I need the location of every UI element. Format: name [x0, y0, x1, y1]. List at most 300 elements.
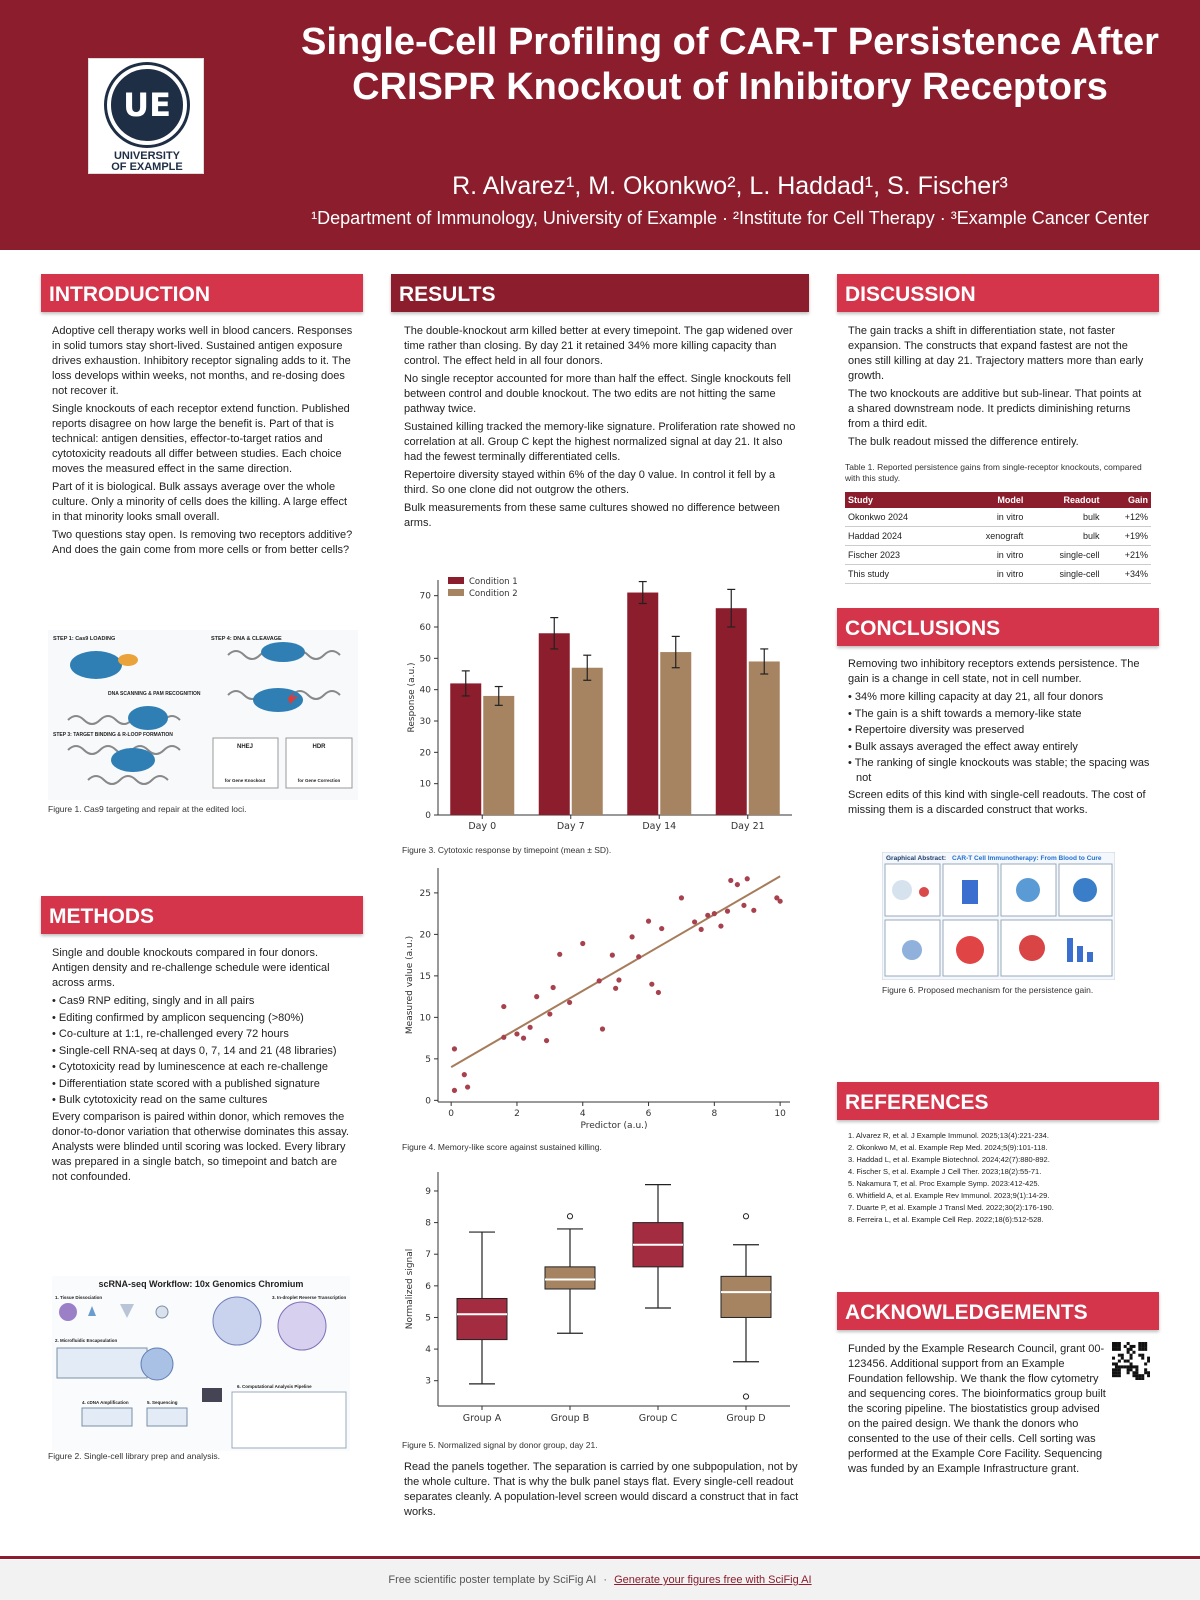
- scatter-point: [580, 941, 585, 946]
- qr-module: [1115, 1342, 1118, 1345]
- university-logo: [88, 58, 204, 174]
- persistence-gain-table: [845, 492, 1151, 584]
- methods-closing: Every comparison is paired within donor, which removes the donor-to-donor variation that otherwise dominates this assay. Analysts were blinded until scoring was locked. Every library was prepared in a single batch, so timepoint and batch are not confounded.: [52, 1110, 349, 1183]
- scatter-point: [679, 895, 684, 900]
- intro-paragraph: Single knockouts of each receptor extend function. Published reports disagree on how large the benefit is. Part of that is technical: antigen densities, effector-to-target ratios and cytotoxicity readouts all differ between studies. Each choice moves the measured effect in the same direction.: [52, 403, 350, 475]
- qr-module: [1147, 1371, 1150, 1374]
- x-tick-label: Group D: [726, 1413, 766, 1424]
- scatter-point: [741, 903, 746, 908]
- bar: [539, 633, 570, 815]
- reference-item: 8. Ferreira L, et al. Example Cell Rep. 2022;18(6):512-528.: [848, 1215, 1044, 1224]
- scatter-point: [465, 1084, 470, 1089]
- guide-rna-icon: [118, 654, 138, 666]
- x-tick-label: 8: [711, 1109, 718, 1119]
- methods-list: [52, 994, 354, 1108]
- qr-module: [1112, 1342, 1115, 1345]
- bar-icon: [1087, 952, 1093, 962]
- x-tick-label: Group C: [638, 1413, 678, 1424]
- legend-swatch: [448, 589, 464, 596]
- methods-bullet: • Single-cell RNA-seq at days 0, 7, 14 and 21 (48 libraries): [52, 1044, 354, 1059]
- y-tick-label: 0: [425, 1096, 431, 1107]
- scatter-point: [597, 978, 602, 983]
- scatter-point: [547, 1011, 552, 1016]
- cas9-rloop-icon: [111, 748, 155, 772]
- figure3-caption: Figure 3. Cytotoxic response by timepoint (mean ± SD).: [402, 845, 612, 855]
- qr-module: [1121, 1357, 1124, 1360]
- x-tick-label: 4: [579, 1109, 586, 1119]
- nhej-outcome-label: for Gene Knockout: [224, 778, 266, 783]
- qr-module: [1141, 1348, 1144, 1351]
- table-row: [845, 508, 1151, 527]
- table-row: [845, 527, 1151, 546]
- table-cell: +34%: [1103, 565, 1152, 584]
- figure6-graphical-abstract: [882, 852, 1115, 980]
- conclusions-bullet: • 34% more killing capacity at day 21, all four donors: [848, 690, 1153, 705]
- figure4-scatter-chart: [400, 862, 800, 1130]
- references-list: [848, 1130, 1153, 1226]
- y-tick-label: 7: [425, 1250, 431, 1261]
- qr-module: [1124, 1360, 1127, 1363]
- results-paragraph: No single receptor accounted for more than half the effect. Single knockouts fell between control and double knockout. The two edits are not hitting the same pathway twice.: [404, 373, 791, 415]
- computer-icon: [202, 1388, 222, 1402]
- qr-module: [1127, 1348, 1130, 1351]
- qr-module: [1135, 1368, 1138, 1371]
- figure2-scrnaseq-workflow: [52, 1276, 350, 1451]
- scatter-point: [528, 1025, 533, 1030]
- legend-label: Condition 2: [469, 589, 518, 599]
- conclusions-bullet: • The gain is a shift towards a memory-like state: [848, 707, 1153, 722]
- poster-title: Single-Cell Profiling of CAR-T Persistence After CRISPR Knockout of Inhibitory Receptors: [301, 21, 1159, 108]
- x-axis-label: Predictor (a.u.): [580, 1121, 648, 1130]
- acknowledgements-text: Funded by the Example Research Council, grant 00-123456. Additional support from an Example Foundation fellowship. We thank the flow cytometry and sequencing cores. The bioinformatics group built the scoring pipeline. The biostatistics group advised on the paired design. We thank the donors who consented to the use of their cells. Cell sorting was performed at the Example Core Facility. Sequencing was funded by an Example Infrastructure grant.: [848, 1343, 1106, 1475]
- chip-icon: [57, 1348, 147, 1378]
- qr-module: [1112, 1371, 1115, 1374]
- reference-item: 1. Alvarez R, et al. J Example Immunol. 2025;13(4):221-234.: [848, 1131, 1049, 1140]
- qr-module: [1138, 1345, 1141, 1348]
- cas9-target-icon: [261, 642, 305, 662]
- conclusions-bullet: • The ranking of single knockouts was stable; the spacing was not: [848, 756, 1153, 786]
- reference-item: 5. Nakamura T, et al. Proc Example Symp. 2023:412-425.: [848, 1179, 1040, 1188]
- logo-initials: UE: [107, 65, 187, 145]
- x-tick-label: 2: [514, 1109, 520, 1119]
- x-tick-label: 6: [645, 1109, 652, 1119]
- killing-icon: [1019, 935, 1045, 961]
- bar: [450, 683, 481, 815]
- bead-icon: [278, 1302, 326, 1350]
- qr-module: [1118, 1368, 1121, 1371]
- intro-paragraph: Part of it is biological. Bulk assays average over the whole culture. Only a minority of cells does the killing. A large effect in that minority looks small overall.: [52, 481, 348, 523]
- scatter-point: [725, 909, 730, 914]
- tissue-icon: [59, 1303, 77, 1321]
- table-cell: bulk: [1026, 527, 1102, 546]
- qr-module: [1115, 1371, 1118, 1374]
- footer-link[interactable]: Generate your figures free with SciFig AI: [614, 1574, 812, 1586]
- introduction-text: [52, 324, 354, 561]
- qr-module: [1141, 1342, 1144, 1345]
- scatter-point: [521, 1036, 526, 1041]
- x-tick-label: Day 21: [730, 821, 765, 832]
- qr-module: [1118, 1360, 1121, 1363]
- sequencer-icon: [147, 1408, 187, 1426]
- qr-module: [1141, 1354, 1144, 1357]
- qr-module: [1144, 1345, 1147, 1348]
- y-tick-label: 70: [419, 591, 431, 602]
- table-cell: in vitro: [954, 565, 1026, 584]
- x-tick-label: Day 7: [556, 821, 585, 832]
- results-paragraph: The double-knockout arm killed better at every timepoint. The gap widened over time rather than closing. By day 21 it retained 34% more killing capacity than control. The effect held in all four donors.: [404, 325, 793, 367]
- affiliations: ¹Department of Immunology, University of Example · ²Institute for Cell Therapy · ³Example Cancer Center: [311, 208, 1149, 228]
- logo-line2: OF EXAMPLE: [111, 161, 183, 173]
- scatter-point: [610, 953, 615, 958]
- scatter-point: [659, 926, 664, 931]
- scatter-point: [600, 1026, 605, 1031]
- references-heading: REFERENCES: [837, 1082, 1159, 1120]
- qr-module: [1135, 1374, 1138, 1377]
- scatter-point: [705, 913, 710, 918]
- methods-bullet: • Bulk cytotoxicity read on the same cultures: [52, 1093, 354, 1108]
- qr-module: [1135, 1377, 1138, 1380]
- y-tick-label: 20: [419, 930, 431, 941]
- table-header: Gain: [1103, 492, 1152, 508]
- y-tick-label: 15: [419, 971, 431, 982]
- author-list: R. Alvarez¹, M. Okonkwo², L. Haddad¹, S. Fischer³: [452, 172, 1008, 200]
- x-tick-label: Day 14: [642, 821, 677, 832]
- qr-module: [1127, 1371, 1130, 1374]
- table-header: Model: [954, 492, 1026, 508]
- conclusions-list: [848, 690, 1153, 786]
- qr-module: [1121, 1354, 1124, 1357]
- bar-icon: [1067, 938, 1073, 962]
- fig1-step1-label: STEP 1: Cas9 LOADING: [53, 636, 116, 642]
- qr-module: [1141, 1377, 1144, 1380]
- tumor-cell-icon: [956, 936, 984, 964]
- qr-module: [1112, 1345, 1115, 1348]
- x-tick-label: 0: [448, 1109, 455, 1119]
- discussion-paragraph: The bulk readout missed the difference entirely.: [848, 436, 1079, 448]
- y-tick-label: 6: [425, 1281, 431, 1292]
- bar: [627, 593, 658, 815]
- table-cell: +19%: [1103, 527, 1152, 546]
- qr-module: [1118, 1371, 1121, 1374]
- figure4-caption: Figure 4. Memory-like score against sustained killing.: [402, 1142, 602, 1152]
- scatter-point: [699, 927, 704, 932]
- qr-module: [1118, 1348, 1121, 1351]
- conclusions-intro: Removing two inhibitory receptors extends persistence. The gain is a change in cell state, not in cell number.: [848, 658, 1140, 685]
- qr-module: [1118, 1365, 1121, 1368]
- figure1-cas9-illustration: [48, 630, 358, 800]
- fig2-step2: 2. Microfluidic Encapsulation: [55, 1338, 118, 1343]
- fig2-step5: 5. Sequencing: [147, 1400, 178, 1405]
- table-cell: bulk: [1026, 508, 1102, 527]
- qr-module: [1115, 1345, 1118, 1348]
- y-tick-label: 8: [425, 1218, 431, 1229]
- qr-module: [1138, 1374, 1141, 1377]
- legend-swatch: [448, 577, 464, 584]
- footer: [0, 1560, 1200, 1600]
- qr-module: [1135, 1365, 1138, 1368]
- qr-module: [1132, 1351, 1135, 1354]
- scatter-point: [718, 923, 723, 928]
- qr-module: [1130, 1357, 1133, 1360]
- hdr-label: HDR: [312, 744, 326, 750]
- poster-header: [0, 0, 1200, 250]
- conclusions-heading: CONCLUSIONS: [837, 608, 1159, 646]
- qr-module: [1115, 1362, 1118, 1365]
- fig6-title: CAR-T Cell Immunotherapy: From Blood to Cure: [952, 855, 1102, 862]
- fig2-step3: 3. In-droplet Reverse Transcription: [272, 1295, 347, 1300]
- table-cell: in vitro: [954, 546, 1026, 565]
- qr-module: [1112, 1374, 1115, 1377]
- scatter-point: [567, 1000, 572, 1005]
- footer-separator: ·: [603, 1574, 608, 1586]
- table-cell: Okonkwo 2024: [845, 508, 954, 527]
- infusion-icon: [902, 940, 922, 960]
- blood-cell-icon: [919, 887, 929, 897]
- reference-item: 6. Whitfield A, et al. Example Rev Immunol. 2023;9(1):14-29.: [848, 1191, 1050, 1200]
- reference-item: 7. Duarte P, et al. Example J Transl Med. 2022;30(2):176-190.: [848, 1203, 1054, 1212]
- outlier-point: [743, 1214, 748, 1219]
- dish-icon: [156, 1306, 168, 1318]
- patient-icon: [892, 880, 912, 900]
- gem-icon: [141, 1348, 173, 1380]
- bar-icon: [1077, 946, 1083, 962]
- qr-module: [1132, 1371, 1135, 1374]
- results-heading: RESULTS: [391, 274, 809, 312]
- table-cell: xenograft: [954, 527, 1026, 546]
- fig1-step3-label: STEP 3: TARGET BINDING & R-LOOP FORMATION: [53, 732, 173, 738]
- qr-module: [1138, 1348, 1141, 1351]
- table-cell: +21%: [1103, 546, 1152, 565]
- hdr-outcome-label: for Gene Correction: [297, 778, 341, 783]
- box: [721, 1276, 771, 1317]
- results-paragraph: Bulk measurements from these same cultures showed no difference between arms.: [404, 502, 780, 529]
- figure5-box-chart: [400, 1168, 800, 1430]
- legend-label: Condition 1: [469, 577, 518, 587]
- y-tick-label: 25: [419, 888, 431, 899]
- qr-module: [1147, 1374, 1150, 1377]
- fig6-title-prefix: Graphical Abstract:: [886, 855, 947, 862]
- table-cell: This study: [845, 565, 954, 584]
- conclusions-text: [848, 657, 1153, 821]
- y-axis-label: Normalized signal: [405, 1248, 415, 1330]
- table-cell: Fischer 2023: [845, 546, 954, 565]
- qr-module: [1118, 1374, 1121, 1377]
- methods-bullet: • Co-culture at 1:1, re-challenged every 72 hours: [52, 1027, 354, 1042]
- box: [457, 1298, 507, 1339]
- fig6-panel: [1001, 920, 1112, 976]
- qr-module: [1130, 1362, 1133, 1365]
- table-header: Readout: [1026, 492, 1102, 508]
- intro-paragraph: Adoptive cell therapy works well in blood cancers. Responses in solid tumors stay short-lived. Sustained antigen exposure drives exhaustion. Inhibitory receptor signaling adds to it. The loss develops within weeks, not months, and re-dosing does not recover it.: [52, 325, 353, 397]
- x-tick-label: 10: [774, 1109, 786, 1119]
- qr-module: [1124, 1365, 1127, 1368]
- qr-module: [1144, 1342, 1147, 1345]
- trend-line: [451, 876, 780, 1067]
- methods-bullet: • Differentiation state scored with a published signature: [52, 1077, 354, 1092]
- qr-module: [1147, 1357, 1150, 1360]
- qr-module: [1115, 1365, 1118, 1368]
- receptor-icon: [962, 880, 978, 904]
- qr-module: [1115, 1368, 1118, 1371]
- qr-module: [1130, 1368, 1133, 1371]
- box: [545, 1267, 595, 1289]
- bar: [660, 652, 691, 815]
- table-header-row: [845, 492, 1151, 508]
- logo-text: [89, 151, 205, 173]
- tcell-icon: [1016, 878, 1040, 902]
- qr-module: [1141, 1357, 1144, 1360]
- fig2-title: scRNA-seq Workflow: 10x Genomics Chromium: [98, 1279, 304, 1289]
- qr-module: [1118, 1354, 1121, 1357]
- amplification-icon: [82, 1408, 132, 1426]
- qr-module: [1132, 1365, 1135, 1368]
- scatter-point: [501, 1035, 506, 1040]
- methods-heading: METHODS: [41, 896, 363, 934]
- results-paragraph: Repertoire diversity stayed within 6% of the day 0 value. In control it fell by a third. So one clone did not outgrow the others.: [404, 469, 776, 496]
- methods-bullet: • Cytotoxicity read by luminescence at each re-challenge: [52, 1060, 354, 1075]
- y-tick-label: 5: [425, 1313, 431, 1324]
- scatter-point: [656, 990, 661, 995]
- reference-item: 3. Haddad L, et al. Example Biotechnol. 2024;42(7):880-892.: [848, 1155, 1050, 1164]
- methods-text: [52, 946, 354, 1188]
- reference-item: 4. Fischer S, et al. Example J Cell Ther. 2023;18(2):55-71.: [848, 1167, 1042, 1176]
- y-tick-label: 5: [425, 1054, 431, 1065]
- table-cell: Haddad 2024: [845, 527, 954, 546]
- y-tick-label: 10: [419, 1013, 431, 1024]
- table-cell: +12%: [1103, 508, 1152, 527]
- qr-module: [1138, 1354, 1141, 1357]
- qr-module: [1115, 1374, 1118, 1377]
- car-t-icon: [1073, 878, 1097, 902]
- footer-divider: [0, 1556, 1200, 1559]
- qr-module: [1118, 1342, 1121, 1345]
- qr-module: [1147, 1360, 1150, 1363]
- scatter-point: [778, 899, 783, 904]
- y-axis-label: Measured value (a.u.): [405, 935, 415, 1035]
- scatter-point: [452, 1046, 457, 1051]
- y-tick-label: 20: [419, 748, 431, 759]
- table1-caption: Table 1. Reported persistence gains from single-receptor knockouts, compared with this study.: [845, 462, 1142, 483]
- x-tick-label: Group A: [462, 1413, 502, 1424]
- figure3-bar-chart: [400, 570, 800, 840]
- scatter-point: [452, 1088, 457, 1093]
- introduction-heading: INTRODUCTION: [41, 274, 363, 312]
- qr-module: [1130, 1365, 1133, 1368]
- qr-module: [1115, 1348, 1118, 1351]
- scatter-point: [613, 986, 618, 991]
- results-text: [404, 324, 800, 534]
- y-tick-label: 0: [425, 811, 431, 821]
- y-tick-label: 60: [419, 623, 431, 633]
- scatter-point: [692, 919, 697, 924]
- qr-module: [1127, 1360, 1130, 1363]
- figure1-caption: Figure 1. Cas9 targeting and repair at the edited loci.: [48, 804, 247, 814]
- footer-text: Free scientific poster template by SciFig AI: [388, 1574, 597, 1586]
- qr-code-icon[interactable]: [1112, 1342, 1150, 1380]
- y-tick-label: 30: [419, 717, 431, 727]
- droplet-icon: [213, 1297, 261, 1345]
- fig1-step4-label: STEP 4: DNA & CLEAVAGE: [211, 636, 282, 642]
- results-closing: Read the panels together. The separation is carried by one subpopulation, not by the whole culture. That is why the bulk panel stays flat. Every single-cell readout separates cleanly. A population-level screen would discard a construct that in fact works.: [404, 1461, 799, 1518]
- bar: [749, 661, 780, 815]
- bar: [483, 696, 514, 815]
- table-cell: in vitro: [954, 508, 1026, 527]
- fig1-scan-label: DNA SCANNING & PAM RECOGNITION: [108, 691, 201, 697]
- y-tick-label: 10: [419, 779, 431, 790]
- qr-module: [1121, 1365, 1124, 1368]
- scatter-point: [534, 994, 539, 999]
- intro-paragraph: Two questions stay open. Is removing two receptors additive? And does the gain come from more cells or from better cells?: [52, 529, 353, 556]
- discussion-paragraph: The gain tracks a shift in differentiation state, not faster expansion. The constructs that expand fastest are not the ones still killing at day 21. Trajectory matters more than early growth.: [848, 325, 1144, 382]
- y-tick-label: 3: [425, 1376, 431, 1387]
- fig2-step4: 4. cDNA Amplification: [82, 1400, 129, 1405]
- qr-module: [1127, 1351, 1130, 1354]
- cas9-protein-icon: [70, 651, 122, 679]
- bar: [572, 668, 603, 815]
- table-header: Study: [845, 492, 954, 508]
- scatter-point: [636, 954, 641, 959]
- outlier-point: [567, 1214, 572, 1219]
- y-axis-label: Response (a.u.): [407, 662, 417, 733]
- discussion-text: [848, 324, 1150, 453]
- qr-module: [1127, 1342, 1130, 1345]
- conclusions-bullet: • Bulk assays averaged the effect away entirely: [848, 740, 1153, 755]
- qr-module: [1130, 1348, 1133, 1351]
- x-tick-label: Day 0: [468, 821, 497, 832]
- qr-module: [1112, 1357, 1115, 1360]
- methods-bullet: • Cas9 RNP editing, singly and in all pairs: [52, 994, 354, 1009]
- scatter-point: [629, 934, 634, 939]
- scatter-point: [551, 985, 556, 990]
- fig2-step6: 6. Computational Analysis Pipeline: [237, 1384, 312, 1389]
- scatter-point: [501, 1004, 506, 1009]
- acknowledgements-heading: ACKNOWLEDGEMENTS: [837, 1292, 1159, 1330]
- qr-module: [1132, 1345, 1135, 1348]
- scatter-point: [462, 1072, 467, 1077]
- scatter-point: [557, 952, 562, 957]
- discussion-paragraph: The two knockouts are additive but sub-linear. That points at a shared downstream node. It predicts diminishing returns from a third edit.: [848, 388, 1142, 430]
- methods-bullet: • Editing confirmed by amplicon sequencing (>80%): [52, 1011, 354, 1026]
- logo-line1: UNIVERSITY: [113, 150, 180, 162]
- results-paragraph: Sustained killing tracked the memory-like signature. Proliferation rate showed no correlation at all. Group C kept the highest normalized signal at day 21. It also had the fewest terminally differentiated cells.: [404, 421, 796, 463]
- y-tick-label: 50: [419, 654, 431, 665]
- table-row: [845, 546, 1151, 565]
- qr-module: [1118, 1345, 1121, 1348]
- fig2-step1: 1. Tissue Dissociation: [55, 1295, 103, 1300]
- y-tick-label: 9: [425, 1186, 431, 1197]
- cas9-bound-icon: [128, 706, 168, 730]
- scatter-point: [751, 908, 756, 913]
- qr-module: [1127, 1368, 1130, 1371]
- x-tick-label: Group B: [550, 1413, 590, 1424]
- discussion-heading: DISCUSSION: [837, 274, 1159, 312]
- qr-module: [1144, 1371, 1147, 1374]
- scatter-point: [735, 882, 740, 887]
- qr-module: [1141, 1345, 1144, 1348]
- qr-module: [1132, 1374, 1135, 1377]
- qr-module: [1130, 1345, 1133, 1348]
- scatter-point: [649, 982, 654, 987]
- figure5-caption: Figure 5. Normalized signal by donor group, day 21.: [402, 1440, 598, 1450]
- qr-module: [1112, 1362, 1115, 1365]
- scatter-point: [514, 1031, 519, 1036]
- y-tick-label: 4: [425, 1345, 431, 1356]
- table-cell: single-cell: [1026, 565, 1102, 584]
- outlier-point: [743, 1394, 748, 1399]
- qr-module: [1130, 1354, 1133, 1357]
- qr-module: [1138, 1342, 1141, 1345]
- qr-module: [1127, 1365, 1130, 1368]
